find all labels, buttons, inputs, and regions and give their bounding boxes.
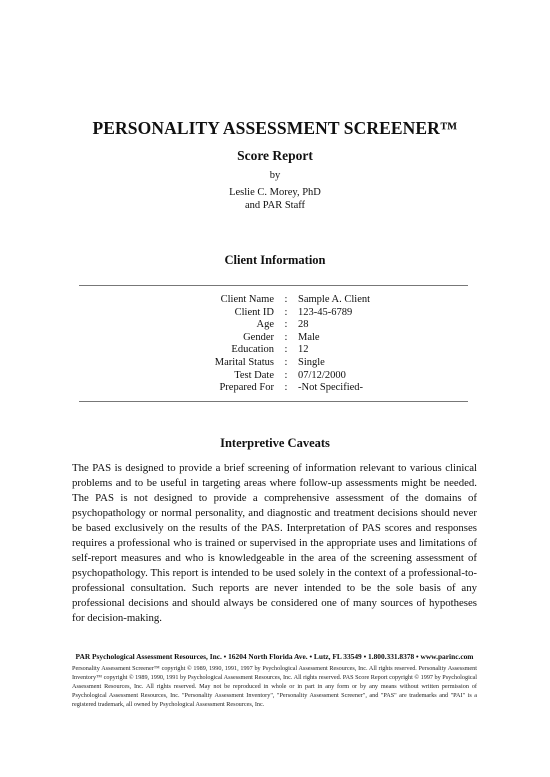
publisher-line: PAR Psychological Assessment Resources, Inc. • 16204 North Florida Ave. • Lutz, FL 33549 • 1.800.331.8378 • www.parinc.com xyxy=(75,652,474,661)
info-value: 07/12/2000 xyxy=(298,369,346,381)
report-title: PERSONALITY ASSESSMENT SCREENER™ xyxy=(92,118,458,138)
client-info-row xyxy=(0,307,550,320)
client-info-row xyxy=(0,294,550,307)
author-name: Leslie C. Morey, PhD xyxy=(229,187,321,198)
client-info-heading: Client Information xyxy=(224,253,326,267)
info-separator: : xyxy=(284,356,288,368)
client-info-row xyxy=(0,332,550,345)
client-info-row xyxy=(0,344,550,357)
info-label: Marital Status xyxy=(214,356,274,368)
info-separator: : xyxy=(284,369,288,381)
footer xyxy=(72,652,477,709)
client-info-row xyxy=(0,382,550,395)
info-value: Single xyxy=(298,356,325,368)
info-separator: : xyxy=(284,306,288,318)
top-divider xyxy=(79,285,468,286)
info-value: Male xyxy=(298,331,320,343)
info-value: 28 xyxy=(298,319,309,331)
info-label: Client Name xyxy=(220,294,274,305)
bottom-divider xyxy=(79,401,468,402)
by-line: by xyxy=(269,170,281,181)
info-label: Education xyxy=(231,344,274,356)
author-org: and PAR Staff xyxy=(244,200,306,211)
author-block xyxy=(0,186,550,212)
client-info-table xyxy=(0,294,550,395)
client-info-row xyxy=(0,319,550,332)
info-separator: : xyxy=(284,344,288,356)
info-label: Test Date xyxy=(234,369,274,381)
info-label: Gender xyxy=(243,331,274,343)
info-separator: : xyxy=(284,294,288,305)
copyright-notice: Personality Assessment Screener™ copyright © 1989, 1990, 1991, 1997 by Psychological Assessment Resources, Inc. All rights reserved. Personality Assessment Inventory™ copyright © 1989, 1990, 1991 by Psychological Assessment Resources, Inc. All rights reserved. PAS Score Report copyright © 1997 by Psychological Assessment Resources, Inc. All rights reserved. May not be reproduced in whole or in part in any form or by any means without written permission of Psychological Assessment Resources, Inc. "Personality Assessment Inventory", "Personality Assessment Screener", and "PAS" are trademarks and "PAI" is a registered trademark, all owned by Psychological Assessment Resources, Inc. xyxy=(72,665,478,708)
report-subtitle: Score Report xyxy=(237,148,313,163)
info-value: -Not Specified- xyxy=(298,382,364,394)
info-separator: : xyxy=(284,331,288,343)
info-label: Age xyxy=(256,319,274,331)
info-value: 123-45-6789 xyxy=(298,306,353,318)
client-info-row xyxy=(0,370,550,383)
info-separator: : xyxy=(284,319,288,331)
info-label: Prepared For xyxy=(219,382,274,394)
info-value: Sample A. Client xyxy=(298,294,371,305)
caveats-paragraph: The PAS is designed to provide a brief screening of information relevant to various clinical problems and to be useful in targeting areas where follow-up assessments might be needed. The PAS is not designed to provide a comprehensive assessment of the domains of psychopathology or normal personality, and diagnostic and treatment decisions should never be based exclusively on the results of the PAS. Interpretation of PAS scores and responses requires a professional who is trained or supervised in the appropriate uses and limitations of self-report measures and who is knowledgeable in the area of the screening assessment of psychopathology. This report is intended to be used solely in the context of a professional-to-professional consultation. Such reports are never intended to be the sole basis of any professional decisions and should always be considered one of many sources of hypotheses for decision-making. xyxy=(72,462,477,625)
caveats-heading: Interpretive Caveats xyxy=(220,436,330,450)
info-separator: : xyxy=(284,382,288,394)
info-label: Client ID xyxy=(234,306,274,318)
info-value: 12 xyxy=(298,344,309,356)
client-info-row xyxy=(0,357,550,370)
